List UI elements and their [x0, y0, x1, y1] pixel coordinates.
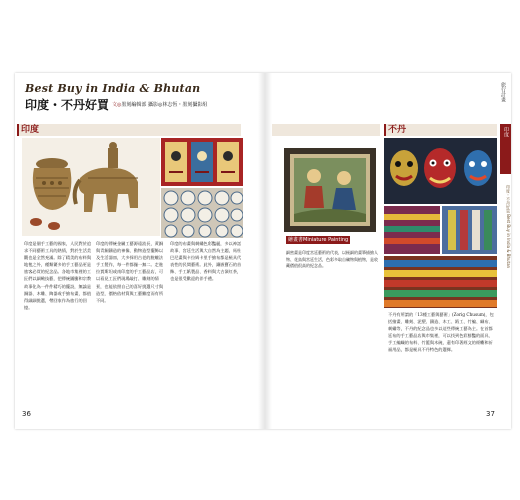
photo-bhutan-fabric-stack [384, 256, 497, 308]
photo-bhutan-stole [442, 206, 497, 254]
miniature-caption-note: 細密畫是印度宮廷藝術的代表，以極細的畫筆描繪人物、花鳥與宮廷生活，色彩多取自礦物與植物，是收藏價值很高的紀念品。 [286, 250, 378, 269]
side-tab-top [500, 82, 510, 118]
photo-bhutan-masks [384, 138, 497, 204]
title-english: Best Buy in India & Bhutan [25, 82, 201, 95]
side-tab-india [500, 124, 511, 174]
india-paragraph-1: 印度是個手工藝的國家，人民對於追求不同藝術工具的熱情，對於生活美觀也是全然充滿。除了精美的布料與地毯之外，種類繁多的手工藝品更是旅客必買的紀念品。各地市集裡的工匠們以細緻技藝，把傳統圖騰和宗教故事化為一件件精巧的擺設，無論是銅器、木雕、陶器或手繪布畫，都值得細細挑選，帶回家作為旅行的回憶。 [24, 241, 92, 310]
byline [112, 101, 207, 108]
bhutan-section-label: 不丹 [388, 125, 407, 135]
side-tab-india-label: 印度 [503, 127, 509, 137]
photo-ceramic-plates [161, 188, 243, 238]
side-tab-label: 旅行計畫 [500, 82, 506, 102]
india-section-bar [17, 124, 241, 136]
section-edge [17, 124, 19, 136]
bhutan-left-bar [272, 124, 380, 136]
byline-text: 墨刻編輯部 攝影◎林志恆・墨刻攝影組 [121, 102, 208, 108]
photo-bhutan-textiles [384, 206, 440, 254]
bhutan-paragraph: 不丹有所謂的「13種工藝與藝術」(Zorig Chusum)，包括繪畫、雕刻、泥塑、鑄造、木工、紙工、竹編、織布、刺繡等，不丹的紀念品也多以這些傳統工藝為主。在首都廷布的手工藝品店與市集裡，可以找到色彩鮮豔的面具、手工編織的布料、竹籃與木碗，還有印著經文的經幡和祈福用品，都是極具不丹特色的選擇。 [388, 312, 494, 353]
title-chinese: 印度・不丹好買 [25, 98, 110, 112]
page-gutter [258, 73, 272, 429]
page-number-right: 37 [486, 410, 495, 418]
photo-miniature-painting [284, 148, 376, 232]
photo-painted-textile [161, 138, 243, 186]
miniature-caption: 繪畫書Miniature Painting [288, 237, 349, 243]
india-paragraph-3: 印度的布畫與刺繡色彩豔麗，多以神話故事、宮廷生活與大自然為主題，馬杜巴尼畫與卡拉姆卡里手繪布都是極具代表性的民間藝術。此外，鑲嵌寶石的首飾、手工紙製品、香料與大吉嶺紅茶，也是很受歡迎的伴手禮。 [170, 241, 242, 282]
bhutan-section-bar [384, 124, 497, 136]
section-edge [384, 124, 386, 136]
byline-prefix: 文◎ [112, 102, 122, 108]
running-head-vertical: 印度・不丹好買 Best Buy in India & Bhutan [506, 185, 511, 269]
india-section-label: 印度 [21, 125, 40, 135]
india-paragraph-2: 印度的傳統金屬工藝源遠流長，黃銅與青銅鑄造的神像、動物造型擺飾以及生活器皿，大多採用古老的脫蠟法手工製作，每一件都獨一無二。走進拉賈斯坦或南印度的手工藝品店，可以看見工匠們現場敲打、雕刻的情景，也能依照自己的喜好挑選尺寸與造型，價格依材質與工藝難度而有所不同。 [96, 241, 164, 303]
photo-brass-crafts [22, 138, 160, 236]
page-number-left: 36 [22, 410, 31, 418]
